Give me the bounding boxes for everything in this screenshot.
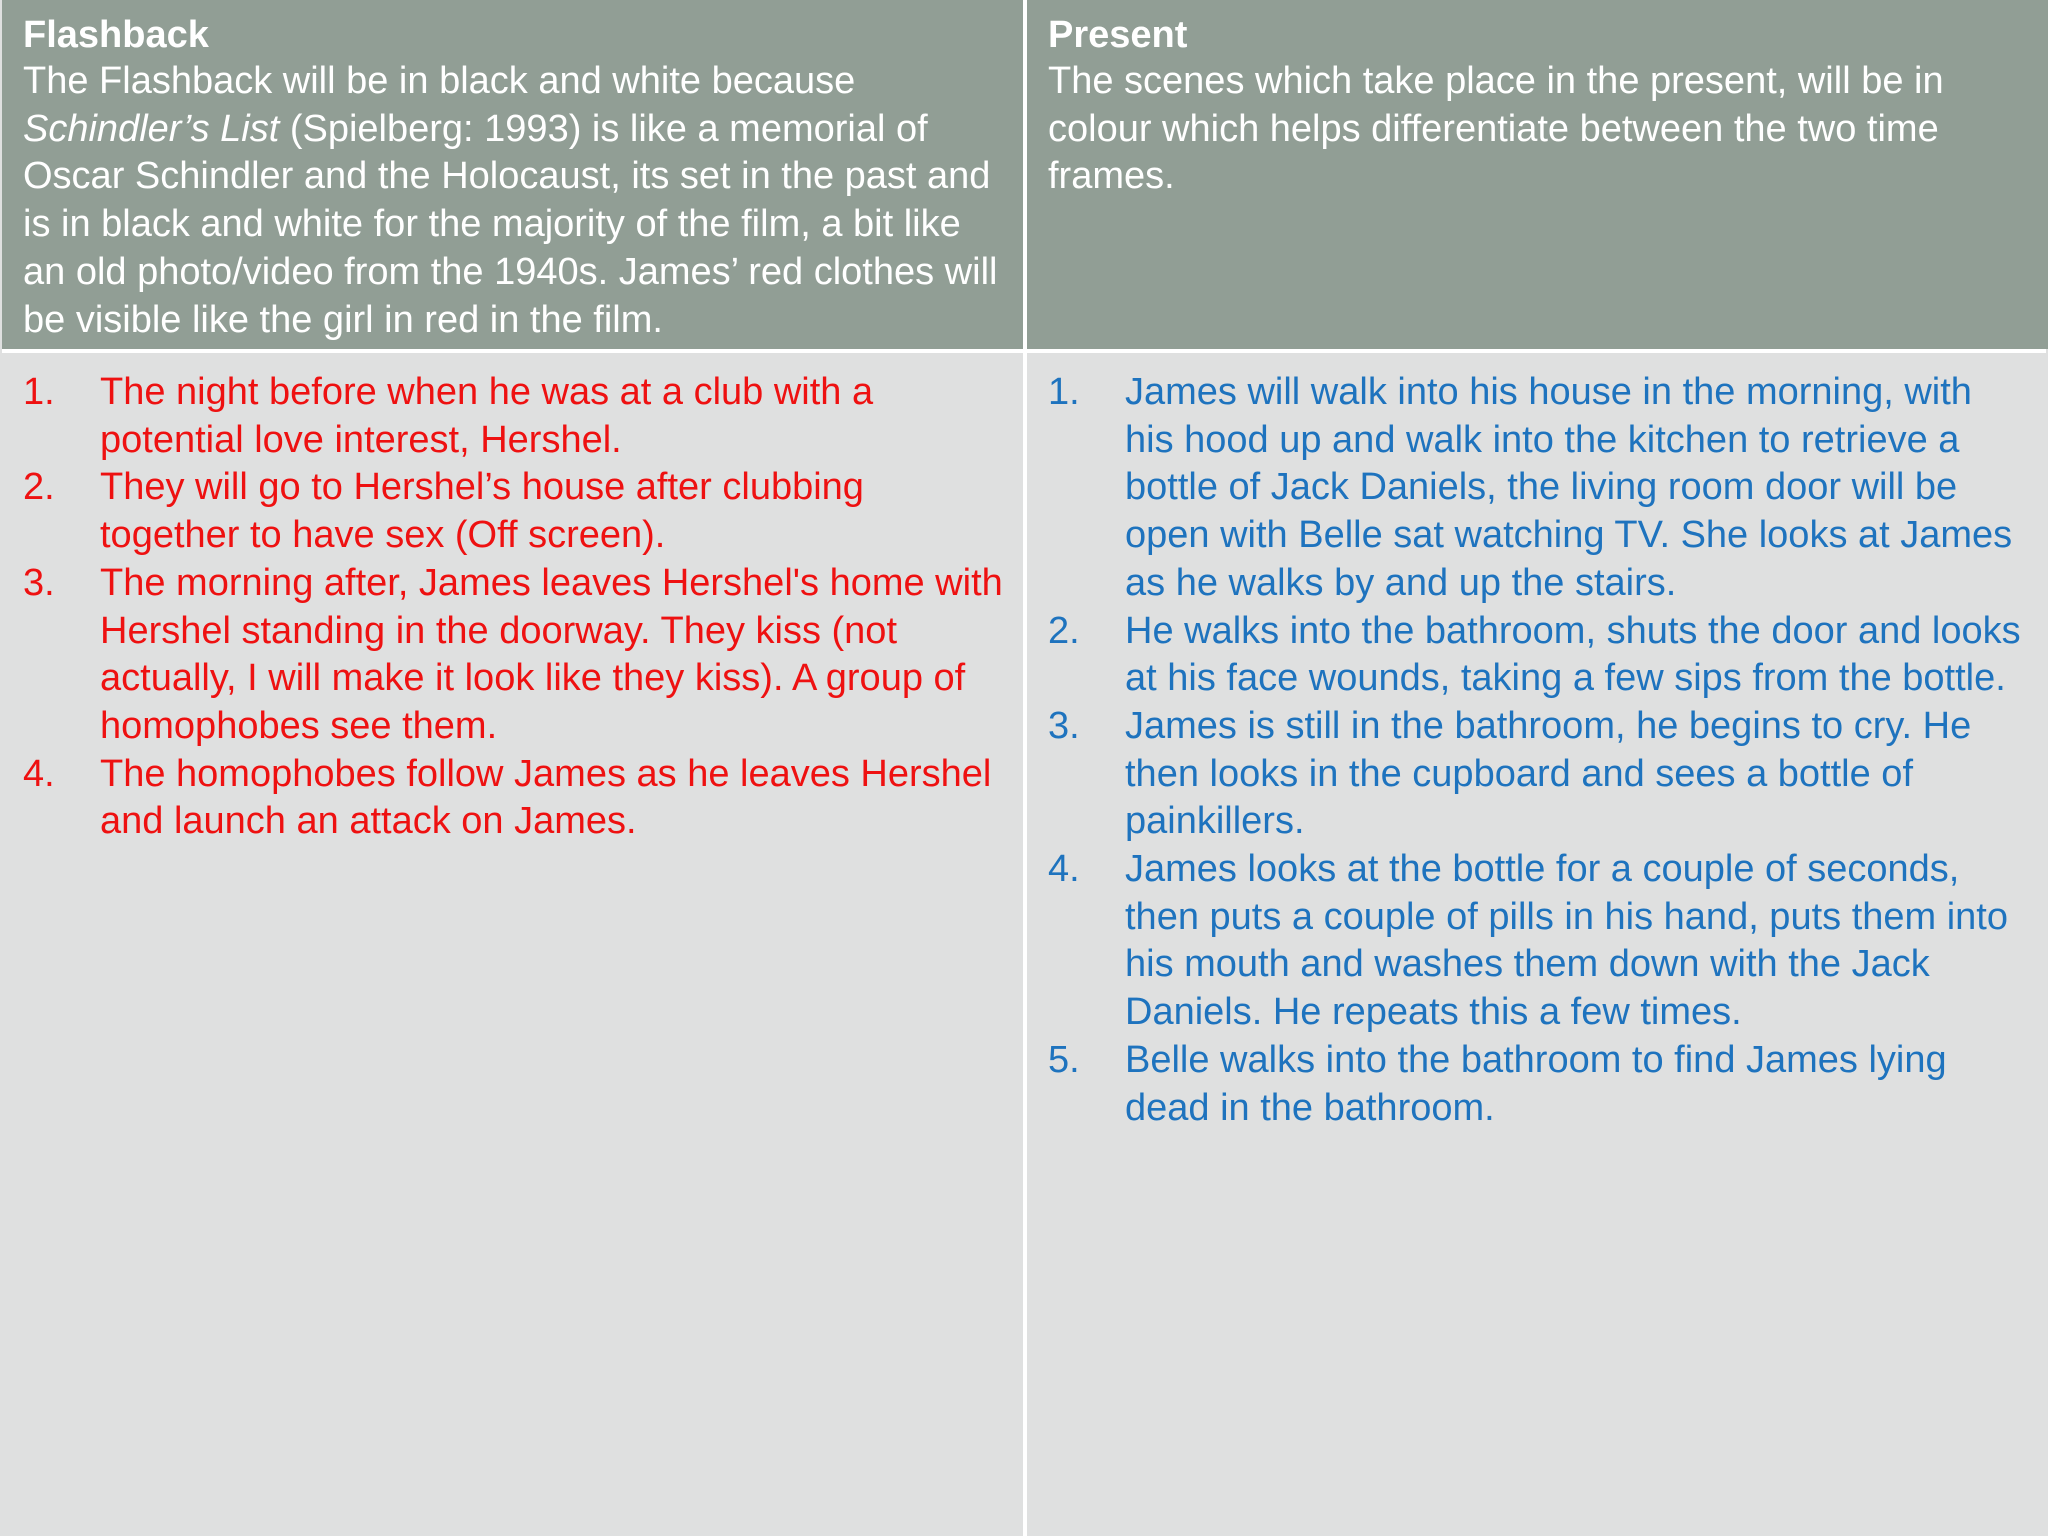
comparison-table bbox=[2, 0, 2046, 1536]
step-text: The night before when he was at a club with a potential love interest, Hershel. bbox=[100, 371, 874, 461]
step-text: James looks at the bottle for a couple of seconds, then puts a couple of pills in his hand, puts them into his mouth and washes them down with the Jack Daniels. He repeats this a few times. bbox=[1125, 848, 2008, 1034]
present-steps-list bbox=[1048, 369, 2030, 1132]
present-step bbox=[1048, 846, 2030, 1037]
flashback-step bbox=[23, 369, 1005, 464]
flashback-step bbox=[23, 560, 1005, 751]
present-step bbox=[1048, 1037, 2030, 1132]
flashback-intro-before: The Flashback will be in black and white because bbox=[23, 60, 856, 102]
step-number: 2. bbox=[1048, 609, 1080, 652]
step-text: They will go to Hershel’s house after clubbing together to have sex (Off screen). bbox=[100, 466, 864, 557]
step-number: 5. bbox=[1048, 1038, 1080, 1081]
flashback-intro-after: (Spielberg: 1993) is like a memorial of Oscar Schindler and the Holocaust, its set in the past and is in black and white for the majority of the film, a bit like an old photo/video from the 1940s. James’ red clothes will be visible like the girl in red in the film. bbox=[23, 107, 998, 341]
step-number: 4. bbox=[1048, 848, 1080, 891]
flashback-step bbox=[23, 751, 1005, 846]
flashback-intro-work-title: Schindler’s List bbox=[23, 107, 280, 150]
step-number: 3. bbox=[1048, 704, 1080, 747]
present-intro: The scenes which take place in the present, will be in colour which helps differentiate between the two time frames. bbox=[1048, 60, 1944, 198]
step-number: 1. bbox=[1048, 371, 1080, 413]
flashback-intro bbox=[23, 58, 1003, 344]
flashback-steps-cell bbox=[2, 353, 1023, 1536]
present-title: Present bbox=[1048, 14, 1188, 56]
step-number: 1. bbox=[23, 371, 55, 413]
step-text: James will walk into his house in the morning, with his hood up and walk into the kitchen to retrieve a bottle of Jack Daniels, the living room door will be open with Belle sat watching TV. She looks at James as he walks by and up the stairs. bbox=[1125, 371, 2013, 604]
flashback-steps-list bbox=[23, 369, 1005, 846]
present-step bbox=[1048, 608, 2030, 703]
step-text: James is still in the bathroom, he begins to cry. He then looks in the cupboard and sees a bottle of painkillers. bbox=[1125, 704, 1972, 843]
present-header-cell bbox=[1027, 0, 2048, 349]
present-steps-cell bbox=[1027, 353, 2048, 1536]
flashback-title: Flashback bbox=[23, 14, 209, 56]
step-text: The homophobes follow James as he leaves Hershel and launch an attack on James. bbox=[100, 752, 992, 843]
step-text: He walks into the bathroom, shuts the door and looks at his face wounds, taking a few sips from the bottle. bbox=[1125, 609, 2021, 700]
step-number: 2. bbox=[23, 466, 55, 509]
present-step bbox=[1048, 703, 2030, 846]
step-number: 3. bbox=[23, 561, 55, 604]
step-number: 4. bbox=[23, 752, 55, 795]
step-text: Belle walks into the bathroom to find James lying dead in the bathroom. bbox=[1125, 1038, 1947, 1129]
flashback-step bbox=[23, 464, 1005, 559]
step-text: The morning after, James leaves Hershel's home with Hershel standing in the doorway. They kiss (not actually, I will make it look like they kiss). A group of homophobes see them. bbox=[100, 561, 1003, 747]
present-step bbox=[1048, 369, 2030, 608]
flashback-header-cell bbox=[2, 0, 1023, 349]
